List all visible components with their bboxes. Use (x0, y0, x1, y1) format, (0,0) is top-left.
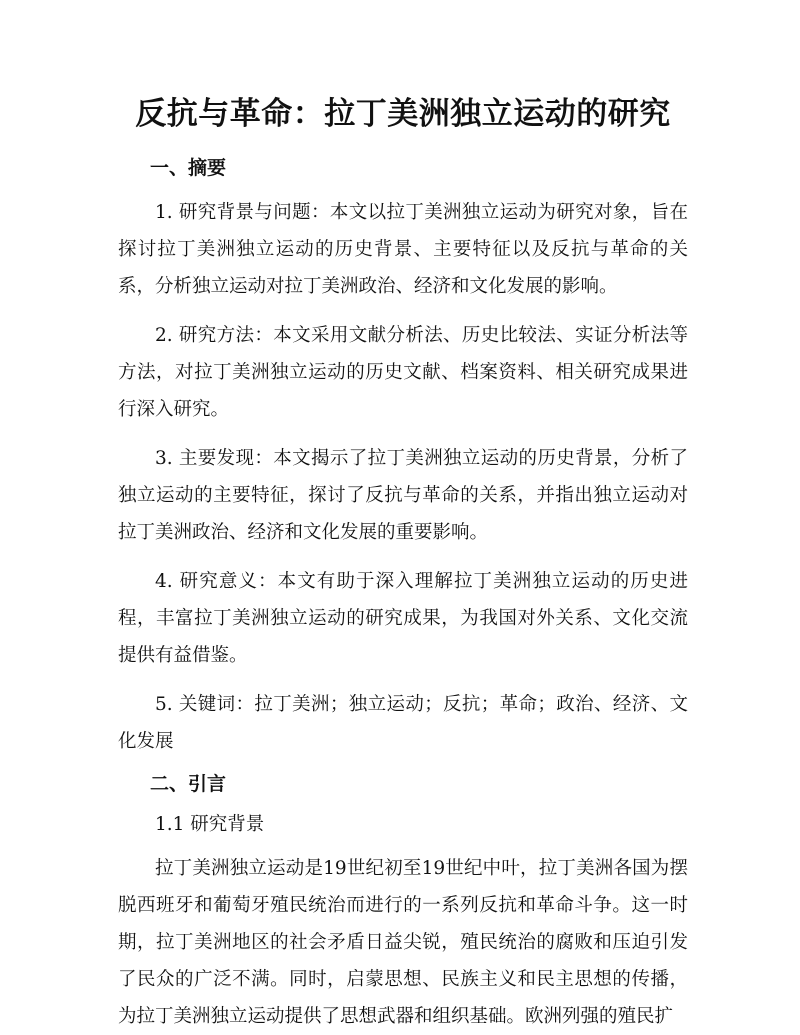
section-heading-abstract: 一、摘要 (150, 157, 227, 179)
abstract-item-findings: 3. 主要发现：本文揭示了拉丁美洲独立运动的历史背景，分析了独立运动的主要特征，探讨了反抗与革命的关系，并指出独立运动对拉丁美洲政治、经济和文化发展的重要影响。 (118, 448, 688, 543)
section-heading-introduction: 二、引言 (150, 773, 227, 795)
abstract-item-keywords: 5. 关键词：拉丁美洲；独立运动；反抗；革命；政治、经济、文化发展 (118, 694, 688, 752)
subsection-heading-background: 1.1 研究背景 (155, 814, 265, 835)
abstract-item-background: 1. 研究背景与问题：本文以拉丁美洲独立运动为研究对象，旨在探讨拉丁美洲独立运动的历史背景、主要特征以及反抗与革命的关系，分析独立运动对拉丁美洲政治、经济和文化发展的影响。 (118, 202, 688, 297)
introduction-paragraph: 拉丁美洲独立运动是19世纪初至19世纪中叶，拉丁美洲各国为摆脱西班牙和葡萄牙殖民统治而进行的一系列反抗和革命斗争。这一时期，拉丁美洲地区的社会矛盾日益尖锐，殖民统治的腐败和压迫引发了民众的广泛不满。同时，启蒙思想、民族主义和民主思想的传播，为拉丁美洲独立运动提供了思想武器和组织基础。欧洲列强的殖民扩 (118, 858, 688, 1027)
document-title: 反抗与革命：拉丁美洲独立运动的研究 (135, 96, 671, 132)
abstract-item-methods: 2. 研究方法：本文采用文献分析法、历史比较法、实证分析法等方法，对拉丁美洲独立运动的历史文献、档案资料、相关研究成果进行深入研究。 (118, 325, 688, 420)
abstract-item-significance: 4. 研究意义：本文有助于深入理解拉丁美洲独立运动的历史进程，丰富拉丁美洲独立运动的研究成果，为我国对外关系、文化交流提供有益借鉴。 (118, 571, 688, 666)
